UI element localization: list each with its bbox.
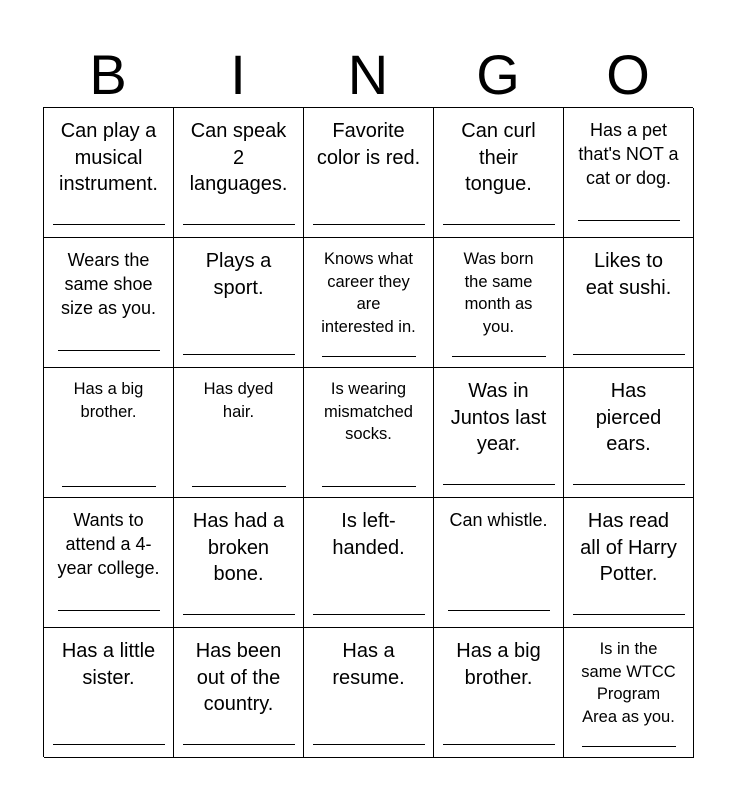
signature-line[interactable]	[58, 350, 160, 351]
header-letter-n: N	[347, 43, 389, 106]
bingo-cell[interactable]	[44, 108, 174, 238]
bingo-cell[interactable]	[174, 498, 304, 628]
signature-line[interactable]	[53, 744, 165, 745]
bingo-cell-text: Is in the same WTCC Program Area as you.	[581, 640, 676, 726]
bingo-cell[interactable]	[434, 368, 564, 498]
signature-line[interactable]	[573, 354, 685, 355]
bingo-cell-text: Has a pet that's NOT a cat or dog.	[578, 120, 679, 188]
bingo-cell-text: Has pierced ears.	[595, 380, 662, 455]
bingo-cell-text: Wears the same shoe size as you.	[60, 250, 157, 318]
bingo-cell[interactable]	[434, 108, 564, 238]
bingo-cell-text: Can speak 2 languages.	[189, 120, 288, 195]
signature-line[interactable]	[183, 744, 295, 745]
bingo-cell-text: Was in Juntos last year.	[450, 380, 547, 455]
bingo-board	[43, 107, 693, 757]
bingo-cell-text: Can curl their tongue.	[461, 120, 536, 195]
signature-line[interactable]	[582, 746, 676, 747]
signature-line[interactable]	[578, 220, 680, 221]
signature-line[interactable]	[58, 610, 160, 611]
bingo-cell[interactable]	[564, 628, 694, 758]
bingo-cell-text: Likes to eat sushi.	[585, 250, 672, 299]
bingo-cell[interactable]	[564, 368, 694, 498]
bingo-cell[interactable]	[174, 108, 304, 238]
header-letter-b: B	[89, 43, 127, 106]
signature-line[interactable]	[62, 486, 156, 487]
bingo-cell-text: Is wearing mismatched socks.	[324, 380, 413, 443]
signature-line[interactable]	[313, 744, 425, 745]
bingo-cell[interactable]	[434, 498, 564, 628]
bingo-cell-text: Has been out of the country.	[195, 640, 282, 715]
bingo-cell-text: Plays a sport.	[205, 250, 272, 299]
bingo-cell-text: Has a big brother.	[73, 380, 144, 421]
bingo-cell-text: Has a little sister.	[61, 640, 156, 689]
bingo-cell[interactable]	[44, 368, 174, 498]
bingo-cell[interactable]	[434, 628, 564, 758]
header-letter-i: I	[230, 43, 246, 106]
bingo-cell[interactable]	[304, 108, 434, 238]
signature-line[interactable]	[443, 484, 555, 485]
bingo-cell-text: Has dyed hair.	[203, 380, 274, 421]
bingo-cell[interactable]	[564, 238, 694, 368]
bingo-cell-text: Favorite color is red.	[316, 120, 421, 169]
signature-line[interactable]	[443, 224, 555, 225]
signature-line[interactable]	[53, 224, 165, 225]
bingo-cell-text: Has a resume.	[332, 640, 405, 689]
bingo-cell[interactable]	[304, 368, 434, 498]
bingo-cell[interactable]	[564, 498, 694, 628]
bingo-cell[interactable]	[434, 238, 564, 368]
bingo-cell[interactable]	[304, 238, 434, 368]
bingo-cell[interactable]	[44, 628, 174, 758]
bingo-cell-text: Can play a musical instrument.	[59, 120, 158, 195]
signature-line[interactable]	[322, 356, 416, 357]
bingo-cell[interactable]	[44, 238, 174, 368]
bingo-cell[interactable]	[174, 368, 304, 498]
bingo-cell-text: Can whistle.	[449, 510, 548, 530]
signature-line[interactable]	[452, 356, 546, 357]
bingo-cell[interactable]	[304, 628, 434, 758]
signature-line[interactable]	[448, 610, 550, 611]
bingo-cell[interactable]	[174, 238, 304, 368]
header-letter-o: O	[606, 43, 650, 106]
bingo-header	[43, 42, 693, 108]
bingo-cell-text: Was born the same month as you.	[463, 250, 534, 336]
header-letter-g: G	[476, 43, 520, 106]
bingo-cell-text: Has read all of Harry Potter.	[580, 510, 677, 585]
signature-line[interactable]	[443, 744, 555, 745]
bingo-cell[interactable]	[564, 108, 694, 238]
signature-line[interactable]	[573, 614, 685, 615]
bingo-cell[interactable]	[304, 498, 434, 628]
signature-line[interactable]	[313, 224, 425, 225]
bingo-cell-text: Wants to attend a 4- year college.	[57, 510, 160, 578]
bingo-cell-text: Has had a broken bone.	[192, 510, 285, 585]
signature-line[interactable]	[322, 486, 416, 487]
signature-line[interactable]	[192, 486, 286, 487]
bingo-cell-text: Has a big brother.	[456, 640, 541, 689]
bingo-cell-text: Is left- handed.	[332, 510, 405, 559]
bingo-cell-text: Knows what career they are interested in.	[321, 250, 416, 336]
signature-line[interactable]	[183, 224, 295, 225]
signature-line[interactable]	[183, 614, 295, 615]
bingo-cell[interactable]	[44, 498, 174, 628]
bingo-cell[interactable]	[174, 628, 304, 758]
signature-line[interactable]	[573, 484, 685, 485]
signature-line[interactable]	[183, 354, 295, 355]
signature-line[interactable]	[313, 614, 425, 615]
